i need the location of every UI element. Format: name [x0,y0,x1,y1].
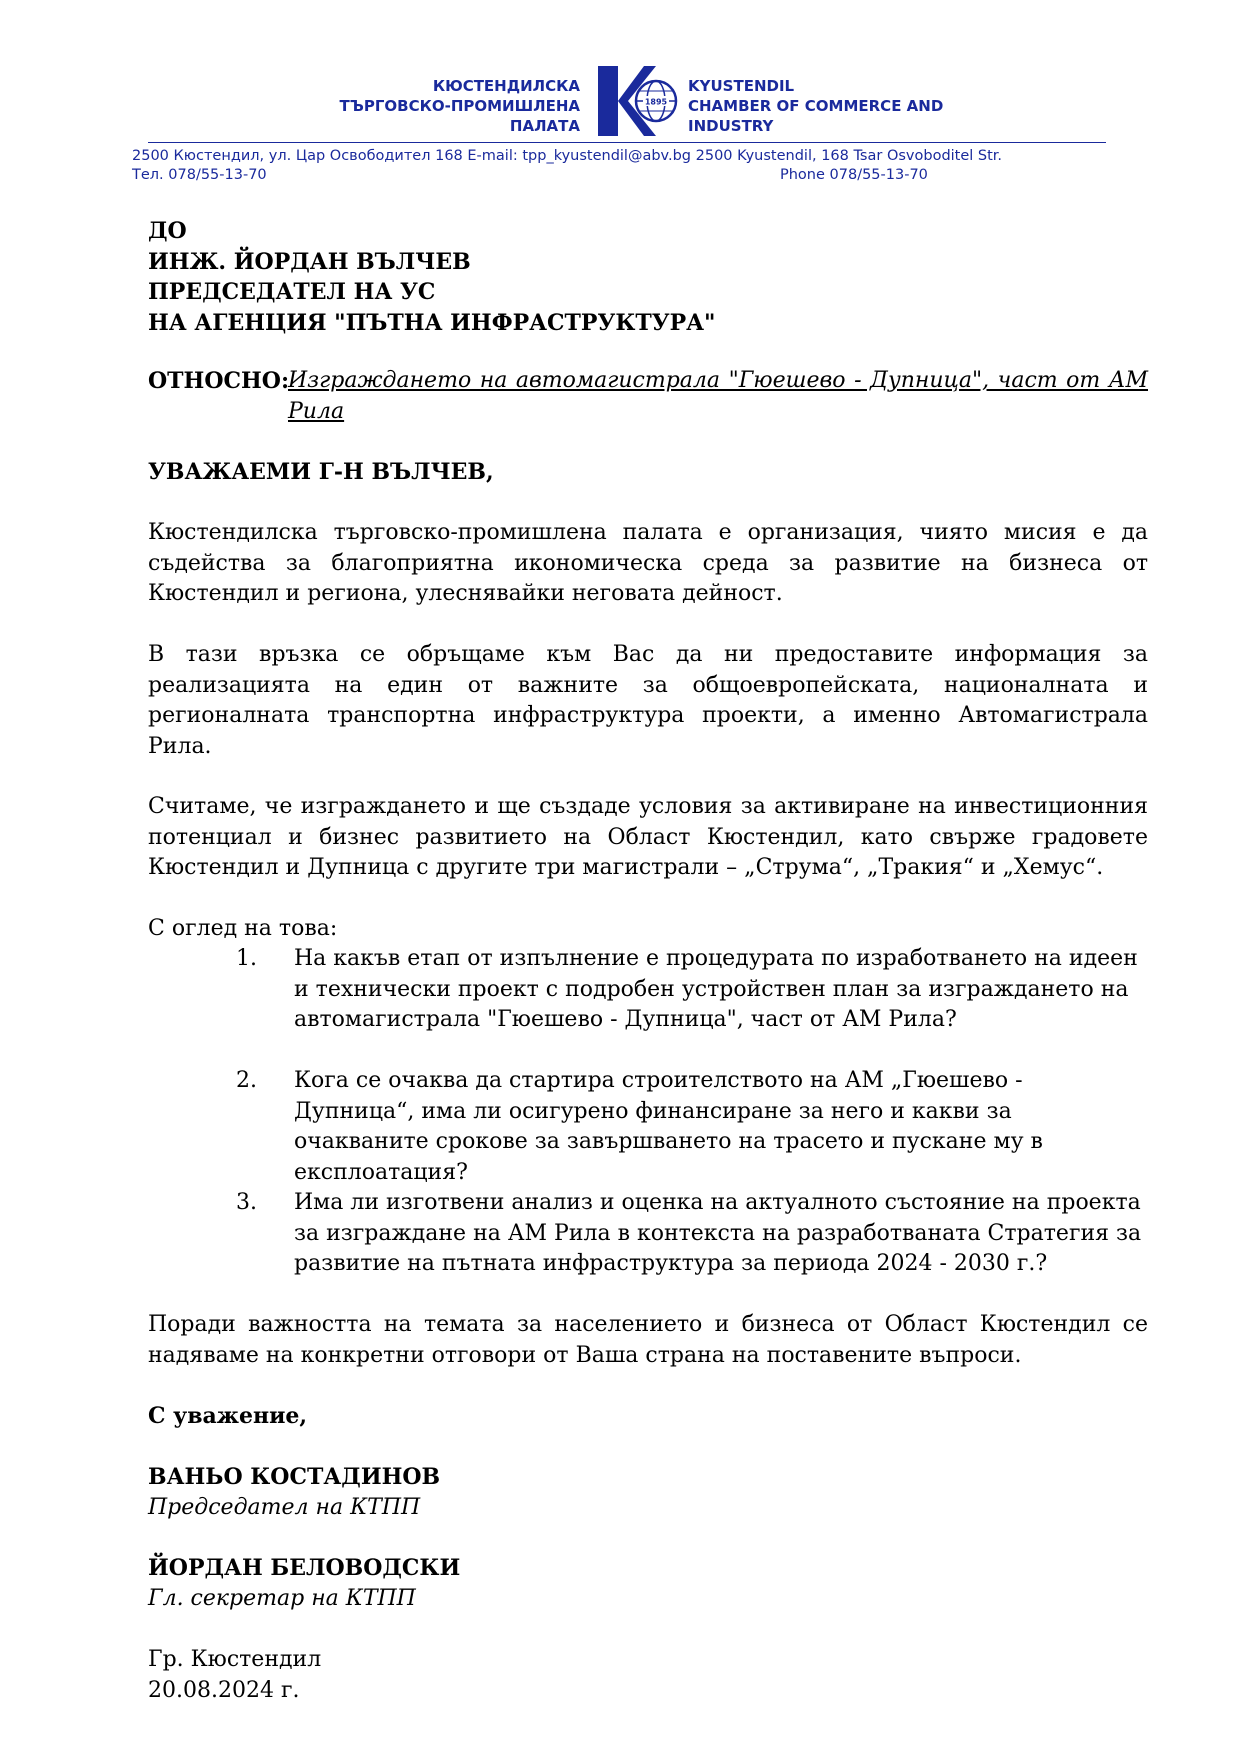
subject-text: Изграждането на автомагистрала "Гюешево - Дупница", част от АМ Рила [288,368,1148,424]
letterhead-line: КЮСТЕНДИЛСКА [432,77,580,95]
letterhead-name-en [688,76,1018,136]
signatory [148,1553,1148,1614]
chamber-logo [598,66,680,136]
address-bg: 2500 Кюстендил, ул. Цар Освободител 168 [132,148,463,164]
letterhead-line: CHAMBER OF COMMERCE AND [688,97,944,115]
paragraph: Считаме, че изграждането и ще създаде условия за активиране на инвестиционния потенциал и бизнес развитието на Област Кюстендил, като свърже градовете Кюстендил и Дупница с другите три магистрали – „Струма“, „Тракия“ и „Хемус“. [148,794,1148,880]
closing-paragraph: Поради важността на темата за населението и бизнеса от Област Кюстендил се надяваме на конкретни отговори от Ваша страна на поставените въпроси. [148,1312,1148,1368]
signatory [148,1462,1148,1523]
place-date [148,1645,1148,1706]
phone-bg: Тел. 078/55-13-70 [132,167,267,183]
question-number: 1. [236,946,257,971]
paragraph: С оглед на това: [148,916,338,941]
recipient-block [148,216,1148,338]
signatory-title: Гл. секретар на КТПП [148,1585,416,1611]
paragraph: Кюстендилска търговско-промишлена палата е организация, чиято мисия е да съдейства за благоприятна икономическа среда за развитие на бизнеса от Кюстендил и региона, улеснявайки неговата дейност. [148,520,1148,606]
question-number: 2. [236,1068,257,1093]
recipient-line: ДО [148,218,187,244]
email-link[interactable]: E-mail: tpp_kyustendil@abv.bg [467,148,692,164]
letterhead-line: INDUSTRY [688,117,774,135]
question-number: 3. [236,1190,257,1215]
salutation: УВАЖАЕМИ Г-Н ВЪЛЧЕВ, [148,459,494,485]
place: Гр. Кюстендил [148,1647,322,1672]
signatory-title: Председател на КТПП [148,1494,421,1520]
recipient-line: ИНЖ. ЙОРДАН ВЪЛЧЕВ [148,248,471,275]
paragraph: В тази връзка се обръщаме към Вас да ни предоставите информация за реализацията на един от важните за общоевропейската, националната и регионалната транспортна инфраструктура проекти, а именно Автомагистрала Рила. [148,642,1148,759]
question-text: Има ли изготвени анализ и оценка на актуалното състояние на проекта за изграждане на АМ Рила в контекста на разработваната Стратегия за развитие на пътната инфраструктура за периода 2024 - 2030 г.? [294,1190,1142,1276]
letterhead-line: ПАЛАТА [509,117,580,135]
phone-en: Phone 078/55-13-70 [780,167,928,183]
question-text: На какъв етап от изпълнение е процедурата по изработването на идеен и технически проект с подробен устройствен план за изграждането на автомагистрала "Гюешево - Дупница", част от АМ Рила? [294,946,1138,1032]
logo-bar [598,66,618,136]
question-text: Кога се очаква да стартира строителството на АМ „Гюешево - Дупница“, има ли осигурено финансиране за него и какви за очакваните срокове за завършването на трасето и пускане му в експлоатация? [294,1068,1043,1185]
recipient-line: ПРЕДСЕДАТЕЛ НА УС [148,279,436,305]
regards: С уважение, [148,1403,308,1429]
logo-year: 1895 [644,97,668,107]
address-en: 2500 Kyustendil, 168 Tsar Osvoboditel Str. [695,148,1003,164]
letterhead-line: ТЪРГОВСКО-ПРОМИШЛЕНА [339,97,580,115]
signatory-name: ВАНЬО КОСТАДИНОВ [148,1464,441,1490]
letterhead-divider [148,142,1106,143]
letterhead-line: KYUSTENDIL [688,77,795,95]
signatory-name: ЙОРДАН БЕЛОВОДСКИ [148,1555,461,1581]
date: 20.08.2024 г. [148,1677,300,1703]
recipient-line: НА АГЕНЦИЯ "ПЪТНА ИНФРАСТРУКТУРА" [148,309,716,336]
subject-label: ОТНОСНО: [148,368,290,394]
letterhead-name-bg [260,76,580,136]
address-row [132,147,1002,165]
